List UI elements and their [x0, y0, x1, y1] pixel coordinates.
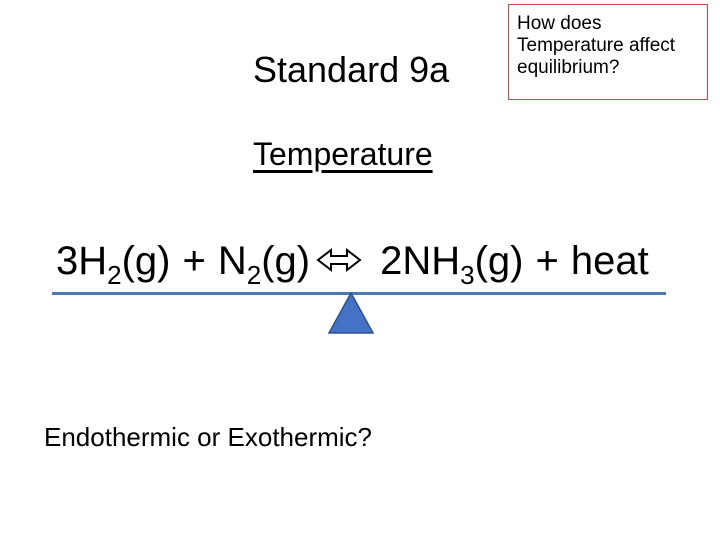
reactant-1-coefficient: 3: [56, 239, 79, 283]
reactant-2-species: N: [217, 239, 247, 283]
product-1-species: NH: [402, 239, 461, 283]
question-box-line: Temperature affect: [517, 35, 676, 56]
endo-exo-question: Endothermic or Exothermic?: [44, 422, 373, 452]
reactant-1-subscript: 2: [107, 260, 122, 290]
product-1-state: (g): [474, 239, 524, 283]
product-2-heat: heat: [570, 239, 649, 283]
equilibrium-double-arrow-icon: [316, 247, 362, 273]
chemical-equation: [56, 236, 649, 290]
question-box-line: How does: [517, 13, 602, 34]
product-1-subscript: 3: [460, 260, 475, 290]
reactant-1-species: H: [78, 239, 108, 283]
plus-sign: +: [535, 239, 559, 283]
reactant-1-state: (g): [121, 239, 171, 283]
reactant-2-state: (g): [261, 239, 311, 283]
product-1-coefficient: 2: [380, 239, 403, 283]
triangle-fulcrum-icon: [328, 292, 374, 334]
question-box: [508, 4, 708, 100]
plus-sign: +: [182, 239, 206, 283]
question-box-line: equilibrium?: [517, 57, 620, 78]
reactant-2-subscript: 2: [246, 260, 262, 290]
slide-title: Standard 9a: [253, 49, 450, 90]
slide-subtitle: Temperature: [253, 136, 433, 172]
